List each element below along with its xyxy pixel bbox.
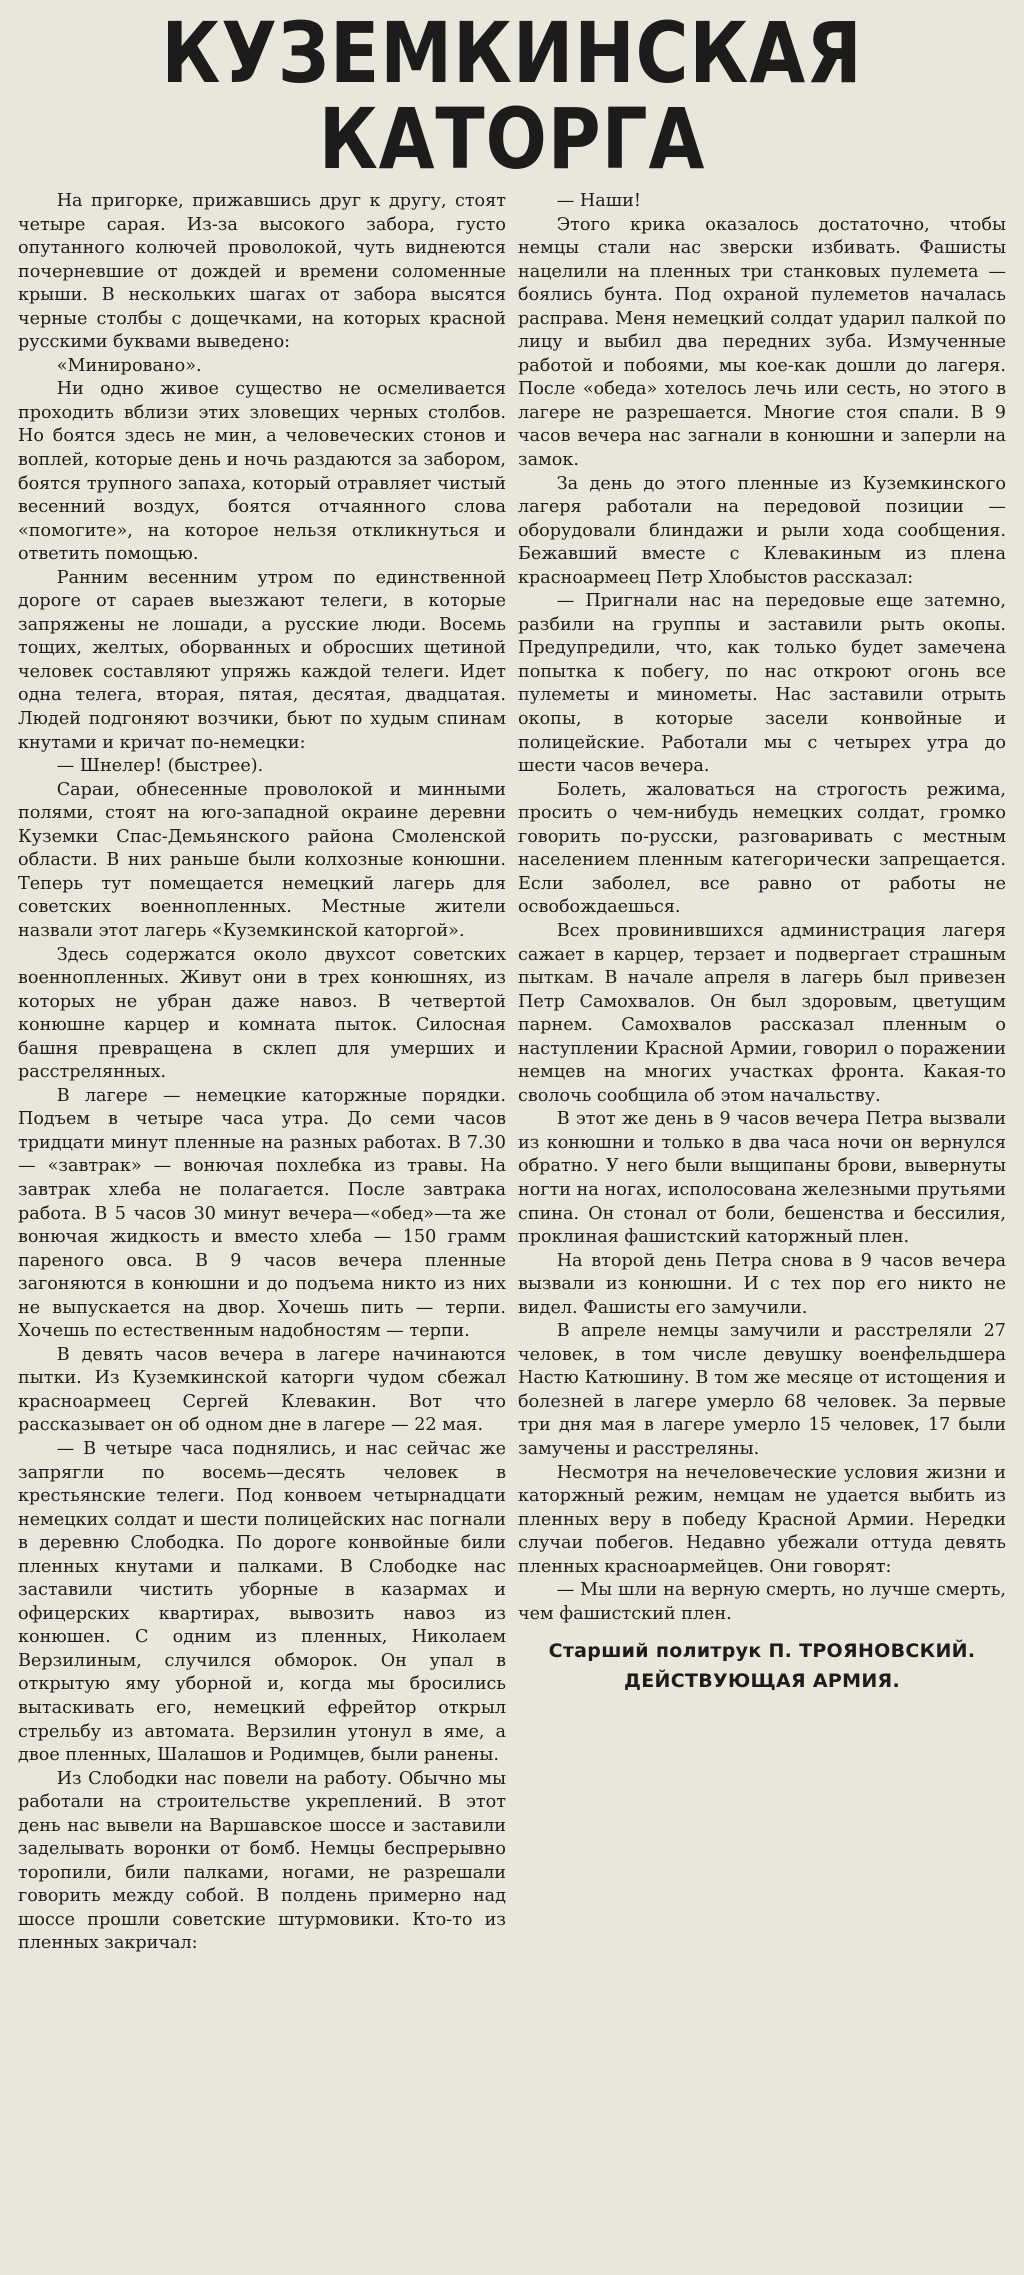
- article-paragraph: Несмотря на нечеловеческие условия жизни и каторжный режим, немцам не удается выбить из пленных веру в победу Красной Армии. Нередки случаи побегов. Недавно убежали оттуда девять пленных красноармейцев. Они говорят:: [518, 1462, 1006, 1577]
- article-paragraph: На пригорке, прижавшись друг к другу, стоят четыре сарая. Из-за высокого забора, густо опутанного колючей проволокой, чуть виднеются почерневшие от дождей и времени соломенные крыши. В нескольких шагах от забора высятся черные столбы с дощечками, на которых красной русскими буквами выведено:: [18, 191, 506, 353]
- article-paragraph: — Пригнали нас на передовые еще затемно, разбили на группы и заставили рыть окопы. Предупредили, что, как только будет замечена попытка к побегу, по нас откроют огонь все пулеметы и минометы. Нас заставили отрыть окопы, в которые засели конвойные и полицейские. Работали мы с четырех утра до шести часов вечера.: [518, 591, 1006, 777]
- article-paragraph: Ранним весенним утром по единственной дороге от сараев выезжают телеги, в которые запряжены не лошади, а русские люди. Восемь тощих, желтых, оборванных и обросших щетиной человек составляют упряжь каждой телеги. Идет одна телега, вторая, пятая, десятая, двадцатая. Людей подгоняют возчики, бьют по худым спинам кнутами и кричат по-немецки:: [18, 567, 506, 753]
- article-paragraph: Из Слободки нас повели на работу. Обычно мы работали на строительстве укреплений. В этот день нас вывели на Варшавское шоссе и заставили заделывать воронки от бомб. Немцы беспрерывно торопили, били палками, ногами, не разрешали говорить между собой. В полдень примерно над шоссе прошли советские штурмовики. Кто-то из пленных закричал:: [18, 1768, 506, 1954]
- article-paragraph: — Шнелер! (быстрее).: [56, 756, 264, 777]
- article-paragraph: Здесь содержатся около двухсот советских военнопленных. Живут они в трех конюшнях, из которых не убран даже навоз. В четвертой конюшне карцер и комната пыток. Силосная башня превращена в склеп для умерших и расстрелянных.: [18, 944, 506, 1083]
- article-paragraph: — В четыре часа поднялись, и нас сейчас же запрягли по восемь—десять человек в крестьянские телеги. Под конвоем четырнадцати немецких солдат и шести полицейских нас погнали в деревню Слободка. По дороге конвойные били пленных кнутами и палками. В Слободке нас заставили чистить уборные в казармах и офицерских квартирах, вывозить навоз из конюшен. С одним из пленных, Николаем Верзилиным, случился обморок. Он упал в открытую яму уборной и, когда мы бросились вытаскивать его, немецкий ефрейтор открыл стрельбу из автомата. Верзилин утонул в яме, а двое пленных, Шалашов и Родимцев, были ранены.: [18, 1438, 506, 1766]
- article-paragraph: В лагере — немецкие каторжные порядки. Подъем в четыре часа утра. До семи часов тридцати минут пленные на разных работах. В 7.30 — «завтрак» — вонючая похлебка из травы. На завтрак хлеба не полагается. После завтрака работа. В 5 часов 30 минут вечера—«обед»—та же вонючая жидкость и вместо хлеба — 150 грамм пареного овса. В 9 часов вечера пленные загоняются в конюшни и до подъема никто из них не выпускается на двор. Хочешь пить — терпи. Хочешь по естественным надобностям — терпи.: [18, 1085, 506, 1342]
- article-paragraph: — Мы шли на верную смерть, но лучше смерть, чем фашистский плен.: [518, 1580, 1006, 1624]
- author-signature: Старший политрук П. ТРОЯНОВСКИЙ.: [548, 1640, 976, 1663]
- right-column: [518, 190, 1006, 1956]
- article-paragraph: За день до этого пленные из Куземкинского лагеря работали на передовой позиции — оборудовали блиндажи и рыли хода сообщения. Бежавший вместе с Клевакиным из плена красноармеец Петр Хлобыстов рассказал:: [518, 473, 1006, 588]
- article-paragraph: В девять часов вечера в лагере начинаются пытки. Из Куземкинской каторги чудом сбежал красноармеец Сергей Клевакин. Вот что рассказывает он об одном дне в лагере — 22 мая.: [18, 1344, 506, 1436]
- article-paragraph: Болеть, жаловаться на строгость режима, просить о чем-нибудь немецких солдат, громко говорить по-русски, разговаривать с местным населением пленным категорически запрещается. Если заболел, все равно от работы не освобождаешься.: [518, 779, 1006, 918]
- headline-line-1: КУЗЕМКИНСКАЯ: [161, 4, 863, 102]
- article-paragraph: Всех провинившихся администрация лагеря сажает в карцер, терзает и подвергает страшным пыткам. В начале апреля в лагерь был привезен Петр Самохвалов. Он был здоровым, цветущим парнем. Самохвалов рассказал пленным о наступлении Красной Армии, говорил о поражении немцев на многих участках фронта. Какая-то сволочь сообщила об этом начальству.: [518, 920, 1006, 1106]
- article-paragraph: В этот же день в 9 часов вечера Петра вызвали из конюшни и только в два часа ночи он вернулся обратно. У него были выщипаны брови, вывернуты ногти на ногах, исполосована железными прутьями спина. Он стонал от боли, бешенства и бессилия, проклиная фашистский каторжный плен.: [518, 1109, 1006, 1248]
- article-columns: [18, 190, 1006, 1956]
- author-unit: ДЕЙСТВУЮЩАЯ АРМИЯ.: [624, 1670, 900, 1693]
- article-paragraph: «Минировано».: [56, 355, 202, 376]
- article-paragraph: — Наши!: [556, 191, 641, 211]
- article-paragraph: Этого крика оказалось достаточно, чтобы немцы стали нас зверски избивать. Фашисты нацелили на пленных три станковых пулемета — боялись бунта. Под охраной пулеметов началась расправа. Меня немецкий солдат ударил палкой по лицу и выбил два передних зуба. Измученные работой и побоями, мы кое-как дошли до лагеря. После «обеда» хотелось лечь или сесть, но этого в лагере не разрешается. Многие стоя спали. В 9 часов вечера нас загнали в конюшни и заперли на замок.: [518, 214, 1006, 471]
- right-column-body: [518, 190, 1006, 1626]
- article-paragraph: На второй день Петра снова в 9 часов вечера вызвали из конюшни. И с тех пор его никто не видел. Фашисты его замучили.: [518, 1250, 1006, 1318]
- article-paragraph: Ни одно живое существо не осмеливается проходить вблизи этих зловещих черных столбов. Но боятся здесь не мин, а человеческих стонов и воплей, которые день и ночь раздаются за забором, боятся трупного запаха, который отравляет чистый весенний воздух, боятся отчаянного слова «помогите», на которое нельзя откликнуться и ответить помощью.: [18, 379, 506, 565]
- article-headline: [87, 4, 937, 188]
- article-paragraph: Сараи, обнесенные проволокой и минными полями, стоят на юго-западной окраине деревни Куземки Спас-Демьянского района Смоленской области. В них раньше были колхозные конюшни. Теперь тут помещается немецкий лагерь для советских военнопленных. Местные жители назвали этот лагерь «Куземкинской каторгой».: [18, 779, 506, 941]
- left-column: [18, 190, 506, 1956]
- article-paragraph: В апреле немцы замучили и расстреляли 27 человек, в том числе девушку военфельдшера Настю Катюшину. В том же месяце от истощения и болезней в лагере умерло 68 человек. За первые три дня мая в лагере умерло 15 человек, 17 были замучены и расстреляны.: [518, 1321, 1006, 1459]
- headline-line-2: КАТОРГА: [318, 90, 706, 188]
